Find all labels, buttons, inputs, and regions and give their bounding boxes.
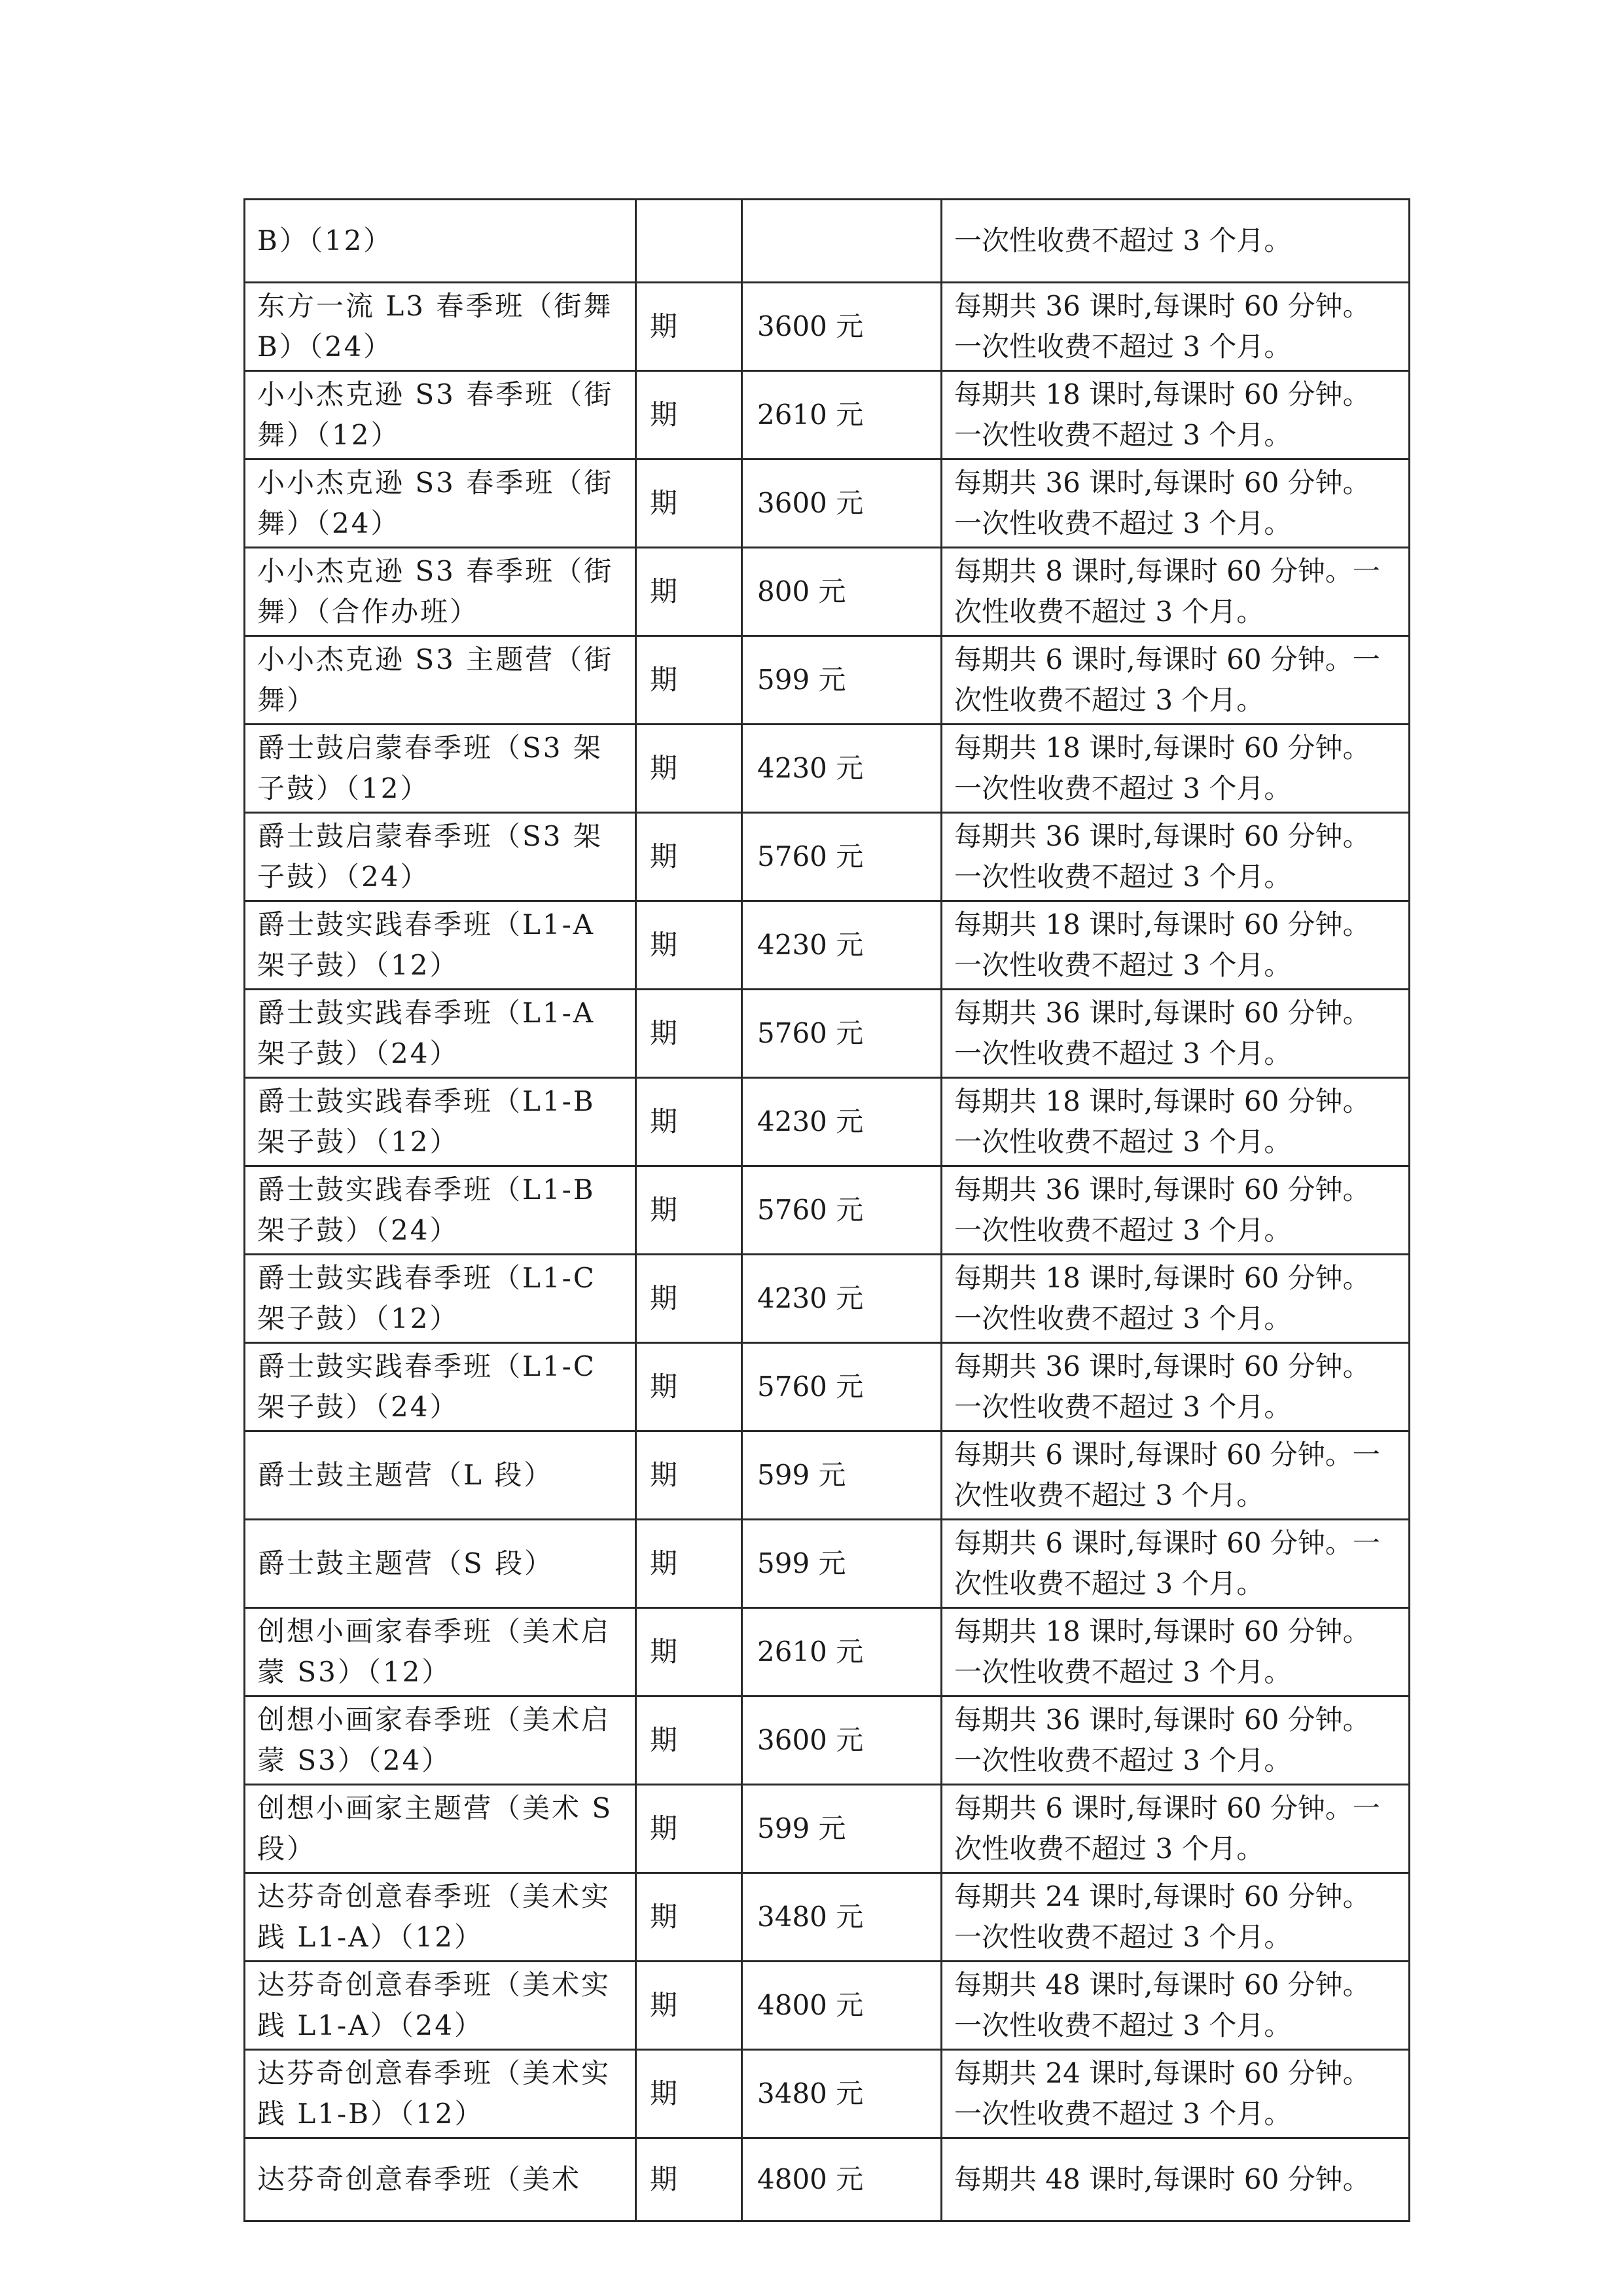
unit-cell: 期 bbox=[636, 813, 742, 901]
note-cell: 每期共 8 课时,每课时 60 分钟。一次性收费不超过 3 个月。 bbox=[942, 548, 1410, 636]
unit-cell: 期 bbox=[636, 548, 742, 636]
course-name-cell: 达芬奇创意春季班（美术 bbox=[245, 2138, 636, 2221]
table-row bbox=[245, 1343, 1410, 1431]
price-cell: 2610 元 bbox=[742, 1608, 942, 1696]
unit-cell: 期 bbox=[636, 1873, 742, 1962]
price-cell: 5760 元 bbox=[742, 1166, 942, 1255]
course-name-cell: 爵士鼓实践春季班（L1-A 架子鼓）（24） bbox=[245, 990, 636, 1078]
table-row bbox=[245, 1255, 1410, 1343]
price-cell: 3600 元 bbox=[742, 1696, 942, 1785]
table-row bbox=[245, 1431, 1410, 1520]
table-row bbox=[245, 725, 1410, 813]
course-name-cell: 爵士鼓实践春季班（L1-C 架子鼓）（24） bbox=[245, 1343, 636, 1431]
unit-cell: 期 bbox=[636, 1962, 742, 2050]
note-cell: 每期共 36 课时,每课时 60 分钟。一次性收费不超过 3 个月。 bbox=[942, 459, 1410, 548]
course-name-cell: 达芬奇创意春季班（美术实践 L1-A）（24） bbox=[245, 1962, 636, 2050]
price-cell: 5760 元 bbox=[742, 990, 942, 1078]
price-cell: 599 元 bbox=[742, 1431, 942, 1520]
table-row bbox=[245, 459, 1410, 548]
note-cell: 每期共 36 课时,每课时 60 分钟。一次性收费不超过 3 个月。 bbox=[942, 813, 1410, 901]
table-row bbox=[245, 1962, 1410, 2050]
note-cell: 每期共 18 课时,每课时 60 分钟。一次性收费不超过 3 个月。 bbox=[942, 725, 1410, 813]
note-cell: 每期共 18 课时,每课时 60 分钟。一次性收费不超过 3 个月。 bbox=[942, 1255, 1410, 1343]
unit-cell bbox=[636, 200, 742, 283]
table-row bbox=[245, 636, 1410, 725]
course-name-cell: 创想小画家主题营（美术 S 段） bbox=[245, 1785, 636, 1873]
table-row bbox=[245, 1520, 1410, 1608]
table-row bbox=[245, 1873, 1410, 1962]
table-row bbox=[245, 1696, 1410, 1785]
price-cell: 3600 元 bbox=[742, 283, 942, 371]
note-cell: 每期共 18 课时,每课时 60 分钟。一次性收费不超过 3 个月。 bbox=[942, 901, 1410, 990]
note-cell: 每期共 48 课时,每课时 60 分钟。 bbox=[942, 2138, 1410, 2221]
unit-cell: 期 bbox=[636, 459, 742, 548]
table-row bbox=[245, 1166, 1410, 1255]
course-name-cell: 爵士鼓实践春季班（L1-B 架子鼓）（24） bbox=[245, 1166, 636, 1255]
course-name-cell: 东方一流 L3 春季班（街舞 B）（24） bbox=[245, 283, 636, 371]
table-row bbox=[245, 813, 1410, 901]
table-row bbox=[245, 283, 1410, 371]
unit-cell: 期 bbox=[636, 2050, 742, 2138]
price-cell: 4230 元 bbox=[742, 901, 942, 990]
table-row bbox=[245, 901, 1410, 990]
course-name-cell: 小小杰克逊 S3 春季班（街舞）（24） bbox=[245, 459, 636, 548]
note-cell: 每期共 36 课时,每课时 60 分钟。一次性收费不超过 3 个月。 bbox=[942, 1166, 1410, 1255]
course-name-cell: 爵士鼓主题营（L 段） bbox=[245, 1431, 636, 1520]
price-cell: 800 元 bbox=[742, 548, 942, 636]
table-row bbox=[245, 371, 1410, 459]
note-cell: 每期共 6 课时,每课时 60 分钟。一次性收费不超过 3 个月。 bbox=[942, 636, 1410, 725]
course-name-cell: 达芬奇创意春季班（美术实践 L1-A）（12） bbox=[245, 1873, 636, 1962]
price-cell: 4800 元 bbox=[742, 2138, 942, 2221]
note-cell: 每期共 6 课时,每课时 60 分钟。一次性收费不超过 3 个月。 bbox=[942, 1785, 1410, 1873]
course-name-cell: 爵士鼓启蒙春季班（S3 架子鼓）（24） bbox=[245, 813, 636, 901]
price-cell: 3480 元 bbox=[742, 1873, 942, 1962]
price-cell: 5760 元 bbox=[742, 813, 942, 901]
note-cell: 每期共 24 课时,每课时 60 分钟。一次性收费不超过 3 个月。 bbox=[942, 1873, 1410, 1962]
unit-cell: 期 bbox=[636, 990, 742, 1078]
table-row bbox=[245, 1608, 1410, 1696]
unit-cell: 期 bbox=[636, 1431, 742, 1520]
unit-cell: 期 bbox=[636, 1343, 742, 1431]
price-cell: 599 元 bbox=[742, 1785, 942, 1873]
unit-cell: 期 bbox=[636, 1166, 742, 1255]
note-cell: 一次性收费不超过 3 个月。 bbox=[942, 200, 1410, 283]
note-cell: 每期共 36 课时,每课时 60 分钟。一次性收费不超过 3 个月。 bbox=[942, 283, 1410, 371]
price-cell: 4230 元 bbox=[742, 1078, 942, 1166]
course-name-cell: 爵士鼓实践春季班（L1-B 架子鼓）（12） bbox=[245, 1078, 636, 1166]
table-row bbox=[245, 2138, 1410, 2221]
course-name-cell: 小小杰克逊 S3 春季班（街舞）（合作办班） bbox=[245, 548, 636, 636]
note-cell: 每期共 18 课时,每课时 60 分钟。一次性收费不超过 3 个月。 bbox=[942, 1608, 1410, 1696]
table-row bbox=[245, 1785, 1410, 1873]
table-row bbox=[245, 200, 1410, 283]
unit-cell: 期 bbox=[636, 636, 742, 725]
course-name-cell: 爵士鼓实践春季班（L1-A 架子鼓）（12） bbox=[245, 901, 636, 990]
course-name-cell: 爵士鼓主题营（S 段） bbox=[245, 1520, 636, 1608]
price-cell: 2610 元 bbox=[742, 371, 942, 459]
unit-cell: 期 bbox=[636, 2138, 742, 2221]
price-cell: 4230 元 bbox=[742, 725, 942, 813]
course-name-cell: 小小杰克逊 S3 主题营（街舞） bbox=[245, 636, 636, 725]
note-cell: 每期共 6 课时,每课时 60 分钟。一次性收费不超过 3 个月。 bbox=[942, 1431, 1410, 1520]
note-cell: 每期共 48 课时,每课时 60 分钟。一次性收费不超过 3 个月。 bbox=[942, 1962, 1410, 2050]
price-cell: 3600 元 bbox=[742, 459, 942, 548]
note-cell: 每期共 36 课时,每课时 60 分钟。一次性收费不超过 3 个月。 bbox=[942, 1343, 1410, 1431]
note-cell: 每期共 18 课时,每课时 60 分钟。一次性收费不超过 3 个月。 bbox=[942, 1078, 1410, 1166]
note-cell: 每期共 36 课时,每课时 60 分钟。一次性收费不超过 3 个月。 bbox=[942, 1696, 1410, 1785]
course-name-cell: 创想小画家春季班（美术启蒙 S3）（24） bbox=[245, 1696, 636, 1785]
unit-cell: 期 bbox=[636, 1078, 742, 1166]
unit-cell: 期 bbox=[636, 901, 742, 990]
unit-cell: 期 bbox=[636, 1785, 742, 1873]
price-cell: 4800 元 bbox=[742, 1962, 942, 2050]
price-cell: 4230 元 bbox=[742, 1255, 942, 1343]
unit-cell: 期 bbox=[636, 1255, 742, 1343]
course-name-cell: 爵士鼓实践春季班（L1-C 架子鼓）（12） bbox=[245, 1255, 636, 1343]
unit-cell: 期 bbox=[636, 1608, 742, 1696]
unit-cell: 期 bbox=[636, 283, 742, 371]
unit-cell: 期 bbox=[636, 1696, 742, 1785]
note-cell: 每期共 24 课时,每课时 60 分钟。一次性收费不超过 3 个月。 bbox=[942, 2050, 1410, 2138]
unit-cell: 期 bbox=[636, 371, 742, 459]
table-row bbox=[245, 548, 1410, 636]
note-cell: 每期共 36 课时,每课时 60 分钟。一次性收费不超过 3 个月。 bbox=[942, 990, 1410, 1078]
unit-cell: 期 bbox=[636, 1520, 742, 1608]
price-cell: 599 元 bbox=[742, 1520, 942, 1608]
course-name-cell: B）（12） bbox=[245, 200, 636, 283]
price-cell bbox=[742, 200, 942, 283]
course-name-cell: 创想小画家春季班（美术启蒙 S3）（12） bbox=[245, 1608, 636, 1696]
price-cell: 5760 元 bbox=[742, 1343, 942, 1431]
fee-table-body bbox=[245, 200, 1410, 2221]
course-name-cell: 小小杰克逊 S3 春季班（街舞）（12） bbox=[245, 371, 636, 459]
course-name-cell: 爵士鼓启蒙春季班（S3 架子鼓）（12） bbox=[245, 725, 636, 813]
course-name-cell: 达芬奇创意春季班（美术实践 L1-B）（12） bbox=[245, 2050, 636, 2138]
price-cell: 599 元 bbox=[742, 636, 942, 725]
note-cell: 每期共 18 课时,每课时 60 分钟。一次性收费不超过 3 个月。 bbox=[942, 371, 1410, 459]
price-cell: 3480 元 bbox=[742, 2050, 942, 2138]
table-row bbox=[245, 1078, 1410, 1166]
unit-cell: 期 bbox=[636, 725, 742, 813]
table-row bbox=[245, 2050, 1410, 2138]
note-cell: 每期共 6 课时,每课时 60 分钟。一次性收费不超过 3 个月。 bbox=[942, 1520, 1410, 1608]
table-row bbox=[245, 990, 1410, 1078]
fee-table bbox=[243, 198, 1410, 2222]
